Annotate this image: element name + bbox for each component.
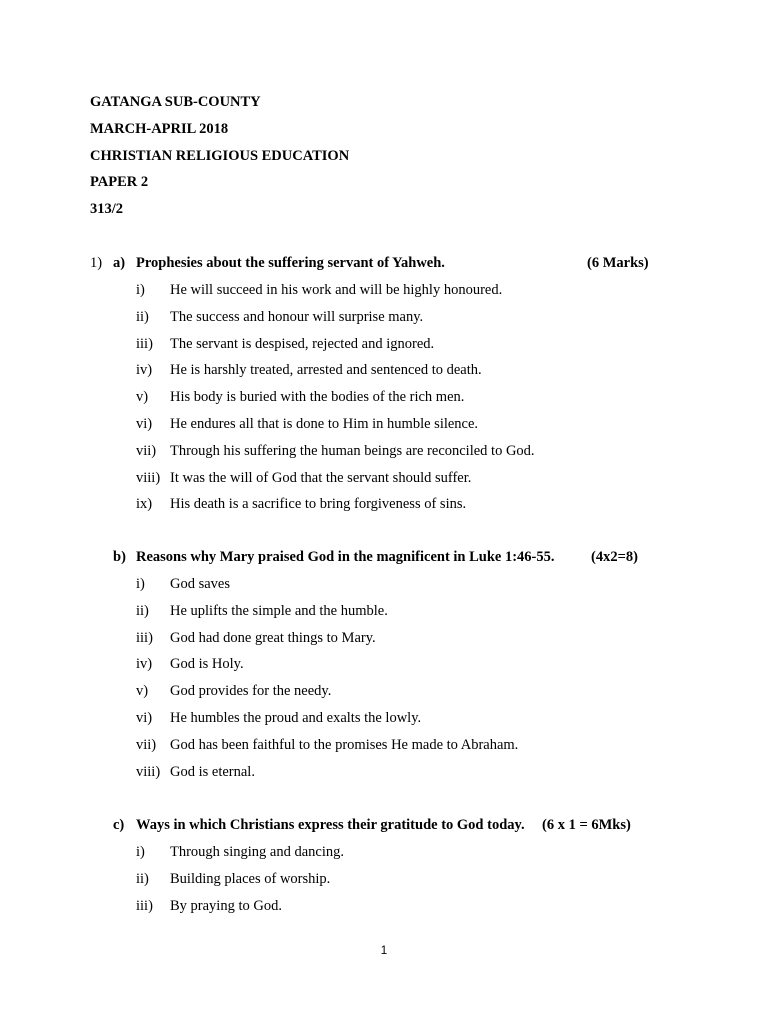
list-item (0, 870, 768, 897)
list-item (0, 629, 768, 656)
header-paper: PAPER 2 (90, 174, 149, 191)
item-number: vii) (136, 736, 157, 753)
list-item (0, 469, 768, 496)
item-text: He is harshly treated, arrested and sentenced to death. (170, 362, 482, 379)
answer-list (0, 575, 768, 789)
section-marks: (4x2=8) (591, 549, 638, 565)
section-letter: c) (113, 817, 125, 833)
item-number: vi) (136, 709, 153, 726)
section-letter: a) (113, 255, 126, 271)
item-number: ii) (136, 870, 149, 887)
section-marks: (6 Marks) (587, 255, 649, 271)
item-text: God provides for the needy. (170, 683, 332, 700)
item-number: i) (136, 282, 145, 298)
item-number: i) (136, 576, 145, 592)
item-text: By praying to God. (170, 897, 282, 914)
item-text: The servant is despised, rejected and ignored. (170, 335, 435, 352)
section-marks: (6 x 1 = 6Mks) (542, 817, 631, 833)
header-code: 313/2 (90, 201, 124, 218)
list-item (0, 709, 768, 736)
item-text: He uplifts the simple and the humble. (170, 602, 388, 619)
list-item (0, 655, 768, 682)
item-text: God is Holy. (170, 656, 244, 673)
item-number: v) (136, 389, 149, 406)
item-text: God is eternal. (170, 763, 255, 780)
answer-list (0, 843, 768, 923)
item-number: ix) (136, 496, 153, 513)
header-subject: CHRISTIAN RELIGIOUS EDUCATION (90, 147, 350, 164)
item-text: Building places of worship. (170, 870, 331, 887)
section-title: Prophesies about the suffering servant of Yahweh. (136, 255, 445, 271)
section-title: Ways in which Christians express their gratitude to God today. (136, 817, 525, 833)
item-number: ii) (136, 308, 149, 325)
list-item (0, 602, 768, 629)
item-number: iii) (136, 897, 153, 914)
list-item (0, 495, 768, 522)
item-text: His body is buried with the bodies of the rich men. (170, 389, 465, 406)
list-item (0, 897, 768, 924)
section-letter: b) (113, 549, 126, 565)
question-number: 1) (90, 255, 103, 271)
item-text: Through singing and dancing. (170, 844, 344, 860)
item-text: Through his suffering the human beings are reconciled to God. (170, 442, 535, 459)
list-item (0, 575, 768, 602)
list-item (0, 736, 768, 763)
item-number: viii) (136, 763, 161, 780)
item-number: ii) (136, 602, 149, 619)
list-item (0, 415, 768, 442)
list-item (0, 843, 768, 870)
item-number: v) (136, 683, 149, 700)
list-item (0, 281, 768, 308)
item-number: vi) (136, 415, 153, 432)
list-item (0, 442, 768, 469)
item-text: His death is a sacrifice to bring forgiveness of sins. (170, 496, 467, 513)
list-item (0, 308, 768, 335)
list-item (0, 335, 768, 362)
page-number: 1 (380, 945, 388, 957)
item-text: God saves (170, 576, 231, 592)
item-text: He humbles the proud and exalts the lowly. (170, 709, 422, 726)
item-number: viii) (136, 469, 161, 486)
list-item (0, 388, 768, 415)
item-number: vii) (136, 442, 157, 459)
header-county: GATANGA SUB-COUNTY (90, 94, 261, 110)
list-item (0, 361, 768, 388)
item-text: It was the will of God that the servant should suffer. (170, 469, 472, 486)
item-text: He endures all that is done to Him in humble silence. (170, 415, 479, 432)
item-number: iv) (136, 656, 153, 673)
item-text: God had done great things to Mary. (170, 629, 376, 646)
item-text: God has been faithful to the promises He made to Abraham. (170, 736, 519, 753)
answer-list (0, 281, 768, 522)
item-text: The success and honour will surprise many. (170, 308, 424, 325)
item-text: He will succeed in his work and will be highly honoured. (170, 282, 503, 298)
header-date: MARCH-APRIL 2018 (90, 120, 229, 137)
list-item (0, 682, 768, 709)
item-number: iii) (136, 629, 153, 646)
item-number: i) (136, 844, 145, 860)
exam-header (90, 93, 349, 227)
list-item (0, 763, 768, 790)
item-number: iii) (136, 335, 153, 352)
item-number: iv) (136, 362, 153, 379)
section-title: Reasons why Mary praised God in the magnificent in Luke 1:46-55. (136, 549, 555, 565)
